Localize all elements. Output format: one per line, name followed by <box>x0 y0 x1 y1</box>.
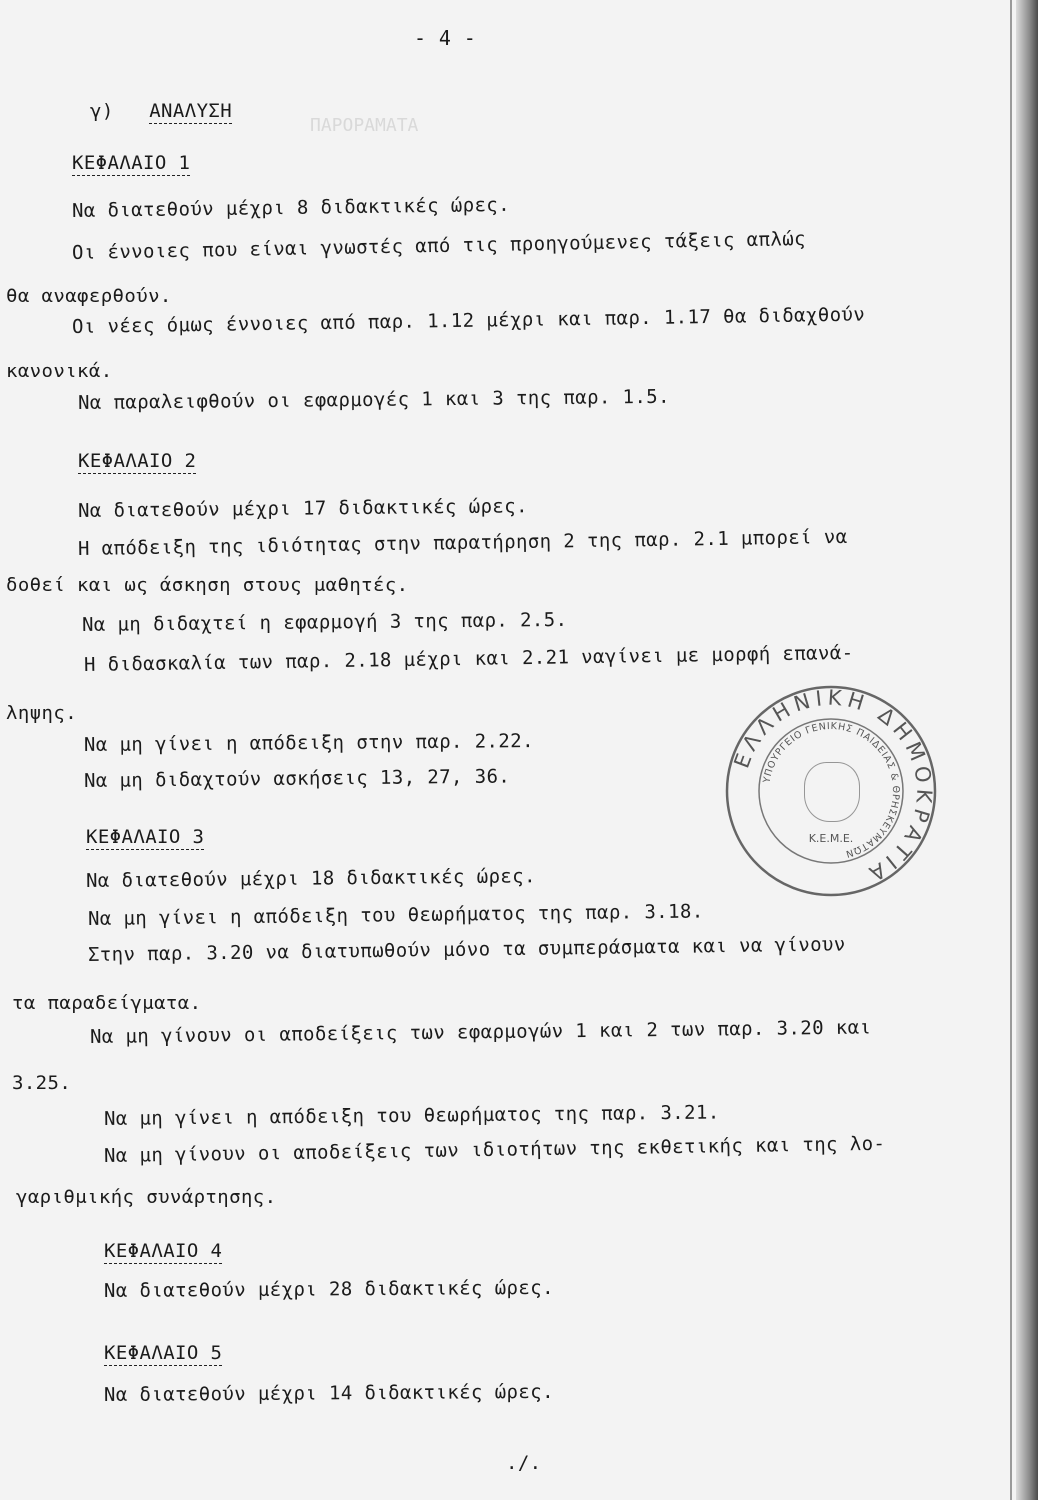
body-text-line: Οι νέες όμως έννοιες από παρ. 1.12 μέχρι και παρ. 1.17 θα διδαχθούν <box>71 303 866 338</box>
body-text-line: Να μη γίνει η απόδειξη του θεωρήματος της παρ. 3.21. <box>103 1101 720 1130</box>
body-text-line: Να διατεθούν μέχρι 8 διδακτικές ώρες. <box>71 193 511 222</box>
section-heading <box>90 100 232 122</box>
body-text-line: Να διατεθούν μέχρι 17 διδακτικές ώρες. <box>77 495 528 522</box>
page-edge-line <box>1010 0 1012 1500</box>
page-edge-shadow <box>1016 0 1038 1500</box>
body-text-line: Να μη γίνει η απόδειξη του θεωρήματος της παρ. 3.18. <box>87 900 704 930</box>
body-text-line: Να παραλειφθούν οι εφαρμογές 1 και 3 της παρ. 1.5. <box>77 385 671 414</box>
chapter-heading: ΚΕΦΑΛΑΙΟ 1 <box>72 152 191 174</box>
body-text-line: Η διδασκαλία των παρ. 2.18 μέχρι και 2.21 ναγίνει με μορφή επανά- <box>83 641 854 676</box>
body-text-line: κανονικά. <box>6 360 113 382</box>
body-text-line: τα παραδείγματα. <box>12 992 202 1014</box>
body-text-line: Να διατεθούν μέχρι 28 διδακτικές ώρες. <box>103 1276 554 1302</box>
coat-of-arms-icon <box>804 762 860 822</box>
chapter-heading: ΚΕΦΑΛΑΙΟ 3 <box>86 826 205 848</box>
body-text-line: Οι έννοιες που είναι γνωστές από τις προηγούμενες τάξεις απλώς <box>71 227 807 264</box>
body-text-line: Να διατεθούν μέχρι 18 διδακτικές ώρες. <box>85 865 536 892</box>
section-title: ΑΝΑΛΥΣΗ <box>149 100 233 122</box>
chapter-heading: ΚΕΦΑΛΑΙΟ 2 <box>78 450 197 472</box>
bleed-through-text: ΠΑΡΟΡΑΜΑΤΑ <box>310 115 419 136</box>
seal-bottom-text: Κ.Ε.Μ.Ε. <box>808 832 854 845</box>
body-text-line: δοθεί και ως άσκηση στους μαθητές. <box>6 574 409 596</box>
body-text-line: 3.25. <box>12 1072 72 1094</box>
chapter-heading: ΚΕΦΑΛΑΙΟ 4 <box>104 1240 223 1262</box>
page-number: - 4 - <box>414 26 477 50</box>
body-text-line: Να μη γίνουν οι αποδείξεις των ιδιοτήτων της εκθετικής και της λο- <box>103 1132 886 1167</box>
body-text-line: Να μη διδαχτεί η εφαρμογή 3 της παρ. 2.5. <box>81 608 568 636</box>
official-seal <box>722 682 940 900</box>
body-text-line: Στην παρ. 3.20 να διατυπωθούν μόνο τα συμπεράσματα και να γίνουν <box>87 933 846 966</box>
body-text-line: Η απόδειξη της ιδιότητας στην παρατήρηση 2 της παρ. 2.1 μπορεί να <box>77 525 848 560</box>
body-text-line: Να μη γίνουν οι αποδείξεις των εφαρμογών 1 και 2 των παρ. 3.20 και <box>89 1016 872 1048</box>
body-text-line: γαριθμικής συνάρτησης. <box>16 1186 277 1208</box>
section-prefix: γ) <box>90 100 114 122</box>
body-text-line: Να μη διδαχτούν ασκήσεις 13, 27, 36. <box>83 765 511 792</box>
body-text-line: ληψης. <box>6 702 78 724</box>
seal-inner-text: ΥΠΟΥΡΓΕΙΟ ΓΕΝΙΚΗΣ ΠΑΙΔΕΙΑΣ & ΘΡΗΣΚΕΥΜΑΤΩΝ <box>761 720 902 860</box>
chapter-heading: ΚΕΦΑΛΑΙΟ 5 <box>104 1342 223 1364</box>
body-text-line: θα αναφερθούν. <box>6 285 172 307</box>
body-text-line: Να διατεθούν μέχρι 14 διδακτικές ώρες. <box>103 1380 554 1406</box>
continuation-mark: ./. <box>506 1452 542 1474</box>
seal-outer-text: ΕΛΛΗΝΙΚΗ ΔΗΜΟΚΡΑΤΙΑ <box>729 685 937 888</box>
body-text-line: Να μη γίνει η απόδειξη στην παρ. 2.22. <box>83 730 534 756</box>
